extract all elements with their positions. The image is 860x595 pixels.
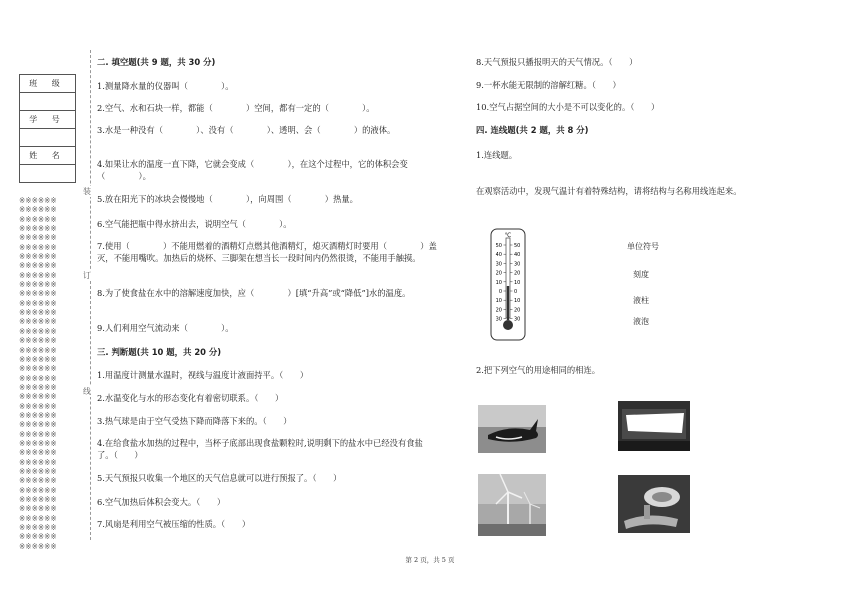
thermo-tick-left: 20 xyxy=(495,307,502,314)
binding-mark-ding: 订 xyxy=(83,271,91,280)
page-footer: 第 2 页，共 5 页 xyxy=(405,556,455,564)
air-pump-photo xyxy=(618,475,690,533)
pattern-row: ※※※※※※ xyxy=(19,261,57,271)
name-scale: 刻度 xyxy=(633,270,649,279)
fill-item-7: 7.使用（ ）不能用燃着的酒精灯点燃其他酒精灯，熄灭酒精灯时要用（ ）盖灭，不能用嘴吹。加热后的烧杯、三脚架在想当长一段时间内仍然很烫，不能用手触摸。 xyxy=(97,241,437,263)
pattern-row: ※※※※※※ xyxy=(19,336,57,346)
name-liquid-bulb: 液泡 xyxy=(633,317,649,326)
pattern-row: ※※※※※※ xyxy=(19,401,57,411)
judge-item-5: 5.天气预报只收集一个地区的天气信息就可以进行预报了。（ ） xyxy=(97,473,342,483)
thermo-tick-right: 20 xyxy=(514,270,521,277)
pattern-row: ※※※※※※ xyxy=(19,326,57,336)
pattern-row: ※※※※※※ xyxy=(19,364,57,374)
thermometer-illustration xyxy=(490,228,526,341)
thermo-tick-left: 30 xyxy=(495,261,502,268)
fill-section-heading: 二. 填空题(共 9 题，共 30 分) xyxy=(97,57,216,67)
wind-turbine-photo xyxy=(478,474,546,536)
thermo-tick-right: 0 xyxy=(514,289,518,295)
pattern-row: ※※※※※※ xyxy=(19,205,57,215)
judge-item-8: 8.天气预报只播报明天的天气情况。（ ） xyxy=(476,57,638,67)
pattern-row: ※※※※※※ xyxy=(19,429,57,439)
pattern-row: ※※※※※※ xyxy=(19,354,57,364)
thermo-unit-symbol: ℃ xyxy=(504,232,512,239)
pattern-row: ※※※※※※ xyxy=(19,541,57,551)
judge-item-7: 7.风扇是利用空气被压缩的性质。（ ） xyxy=(97,519,251,529)
link-section-heading: 四. 连线题(共 2 题，共 8 分) xyxy=(476,125,589,135)
thermo-tick-right: 10 xyxy=(514,279,521,286)
pattern-row: ※※※※※※ xyxy=(19,410,57,420)
pattern-row: ※※※※※※ xyxy=(19,196,57,205)
name-field[interactable] xyxy=(20,165,76,183)
pattern-row: ※※※※※※ xyxy=(19,504,57,514)
pattern-row: ※※※※※※ xyxy=(19,466,57,476)
thermo-tick-right: 30 xyxy=(514,316,521,323)
fill-item-4: 4.如果让水的温度一直下降，它就会变成（ ），在这个过程中，它的体积会变（ ）。 xyxy=(97,159,408,181)
pattern-row: ※※※※※※ xyxy=(19,476,57,486)
thermo-tick-right: 10 xyxy=(514,298,521,305)
thermo-tick-right: 50 xyxy=(514,243,521,249)
name-label: 姓 名 xyxy=(20,147,76,165)
pattern-row: ※※※※※※ xyxy=(19,298,57,308)
link-q1-label: 1.连线题。 xyxy=(476,150,518,160)
judge-item-9: 9.一杯水能无限制的溶解红糖。（ ） xyxy=(476,80,621,90)
fill-item-6: 6.空气能把瓶中得水挤出去，说明空气（ ）。 xyxy=(97,219,292,229)
binding-mark-xian: 线 xyxy=(83,387,91,396)
class-label: 班 级 xyxy=(20,75,76,93)
orca-photo xyxy=(478,405,546,453)
judge-item-4: 4.在给食盐水加热的过程中，当杯子底部出现食盐颗粒时,说明剩下的盐水中已经没有食盐了。（ ） xyxy=(97,438,423,460)
pattern-row: ※※※※※※ xyxy=(19,532,57,542)
pattern-row: ※※※※※※ xyxy=(19,345,57,355)
thermo-tick-left: 10 xyxy=(495,279,502,286)
seal-pattern-block xyxy=(19,196,81,551)
binding-dash-line xyxy=(90,50,91,540)
judge-item-1: 1.用温度计测量水温时，视线与温度计液面持平。（ ） xyxy=(97,370,309,380)
thermo-tick-left: 40 xyxy=(495,252,502,259)
fill-item-3: 3.水是一种没有（ ）、没有（ ）、透明、会（ ）的液体。 xyxy=(97,125,396,135)
pattern-row: ※※※※※※ xyxy=(19,513,57,523)
student-info-table xyxy=(19,74,76,183)
pattern-row: ※※※※※※ xyxy=(19,233,57,243)
thermo-tick-right: 30 xyxy=(514,261,521,268)
fill-item-9: 9.人们利用空气流动来（ ）。 xyxy=(97,323,234,333)
pattern-row: ※※※※※※ xyxy=(19,457,57,467)
judge-section-heading: 三. 判断题(共 10 题，共 20 分) xyxy=(97,347,222,357)
thermo-tick-left: 30 xyxy=(495,316,502,323)
name-liquid-column: 液柱 xyxy=(633,296,649,305)
thermo-tick-left: 0 xyxy=(498,289,502,295)
thermo-tick-left: 20 xyxy=(495,270,502,277)
fill-item-2: 2.空气、水和石块一样，都能（ ）空间，都有一定的（ ）。 xyxy=(97,103,375,113)
pattern-row: ※※※※※※ xyxy=(19,214,57,224)
pattern-row: ※※※※※※ xyxy=(19,280,57,290)
thermo-tick-left: 10 xyxy=(495,298,502,305)
binding-mark-zhuang: 装 xyxy=(83,187,91,196)
judge-item-10: 10.空气占据空间的大小是不可以变化的。（ ） xyxy=(476,102,660,112)
link-q2-label: 2.把下列空气的用途相同的相连。 xyxy=(476,365,601,375)
pattern-row: ※※※※※※ xyxy=(19,523,57,533)
fill-item-1: 1.测量降水量的仪器叫（ ）。 xyxy=(97,81,234,91)
pattern-row: ※※※※※※ xyxy=(19,317,57,327)
hot-air-photo xyxy=(618,401,690,451)
judge-item-2: 2.水温变化与水的形态变化有着密切联系。（ ） xyxy=(97,393,284,403)
pattern-row: ※※※※※※ xyxy=(19,289,57,299)
number-label: 学 号 xyxy=(20,111,76,129)
number-field[interactable] xyxy=(20,129,76,147)
pattern-row: ※※※※※※ xyxy=(19,382,57,392)
pattern-row: ※※※※※※ xyxy=(19,242,57,252)
pattern-row: ※※※※※※ xyxy=(19,224,57,234)
thermo-tick-right: 40 xyxy=(514,252,521,259)
fill-item-5: 5.放在阳光下的冰块会慢慢地（ ），向周围（ ）热量。 xyxy=(97,194,358,204)
pattern-row: ※※※※※※ xyxy=(19,420,57,430)
link-q1-text: 在观察活动中，发现气温计有着特殊结构，请将结构与名称用线连起来。 xyxy=(476,186,742,196)
judge-item-6: 6.空气加热后体积会变大。（ ） xyxy=(97,497,226,507)
class-field[interactable] xyxy=(20,93,76,111)
fill-item-8: 8.为了使食盐在水中的溶解速度加快，应（ ）[填“升高”或“降低”]水的温度。 xyxy=(97,288,411,298)
pattern-row: ※※※※※※ xyxy=(19,485,57,495)
pattern-row: ※※※※※※ xyxy=(19,392,57,402)
name-unit-symbol: 单位符号 xyxy=(627,242,659,251)
pattern-row: ※※※※※※ xyxy=(19,252,57,262)
pattern-row: ※※※※※※ xyxy=(19,438,57,448)
pattern-row: ※※※※※※ xyxy=(19,448,57,458)
pattern-row: ※※※※※※ xyxy=(19,495,57,504)
pattern-row: ※※※※※※ xyxy=(19,270,57,280)
pattern-row: ※※※※※※ xyxy=(19,373,57,383)
pattern-row: ※※※※※※ xyxy=(19,308,57,318)
thermo-tick-left: 50 xyxy=(495,243,502,249)
judge-item-3: 3.热气球是由于空气受热下降而降落下来的。（ ） xyxy=(97,416,292,426)
thermo-tick-right: 20 xyxy=(514,307,521,314)
middle-column xyxy=(97,0,442,595)
